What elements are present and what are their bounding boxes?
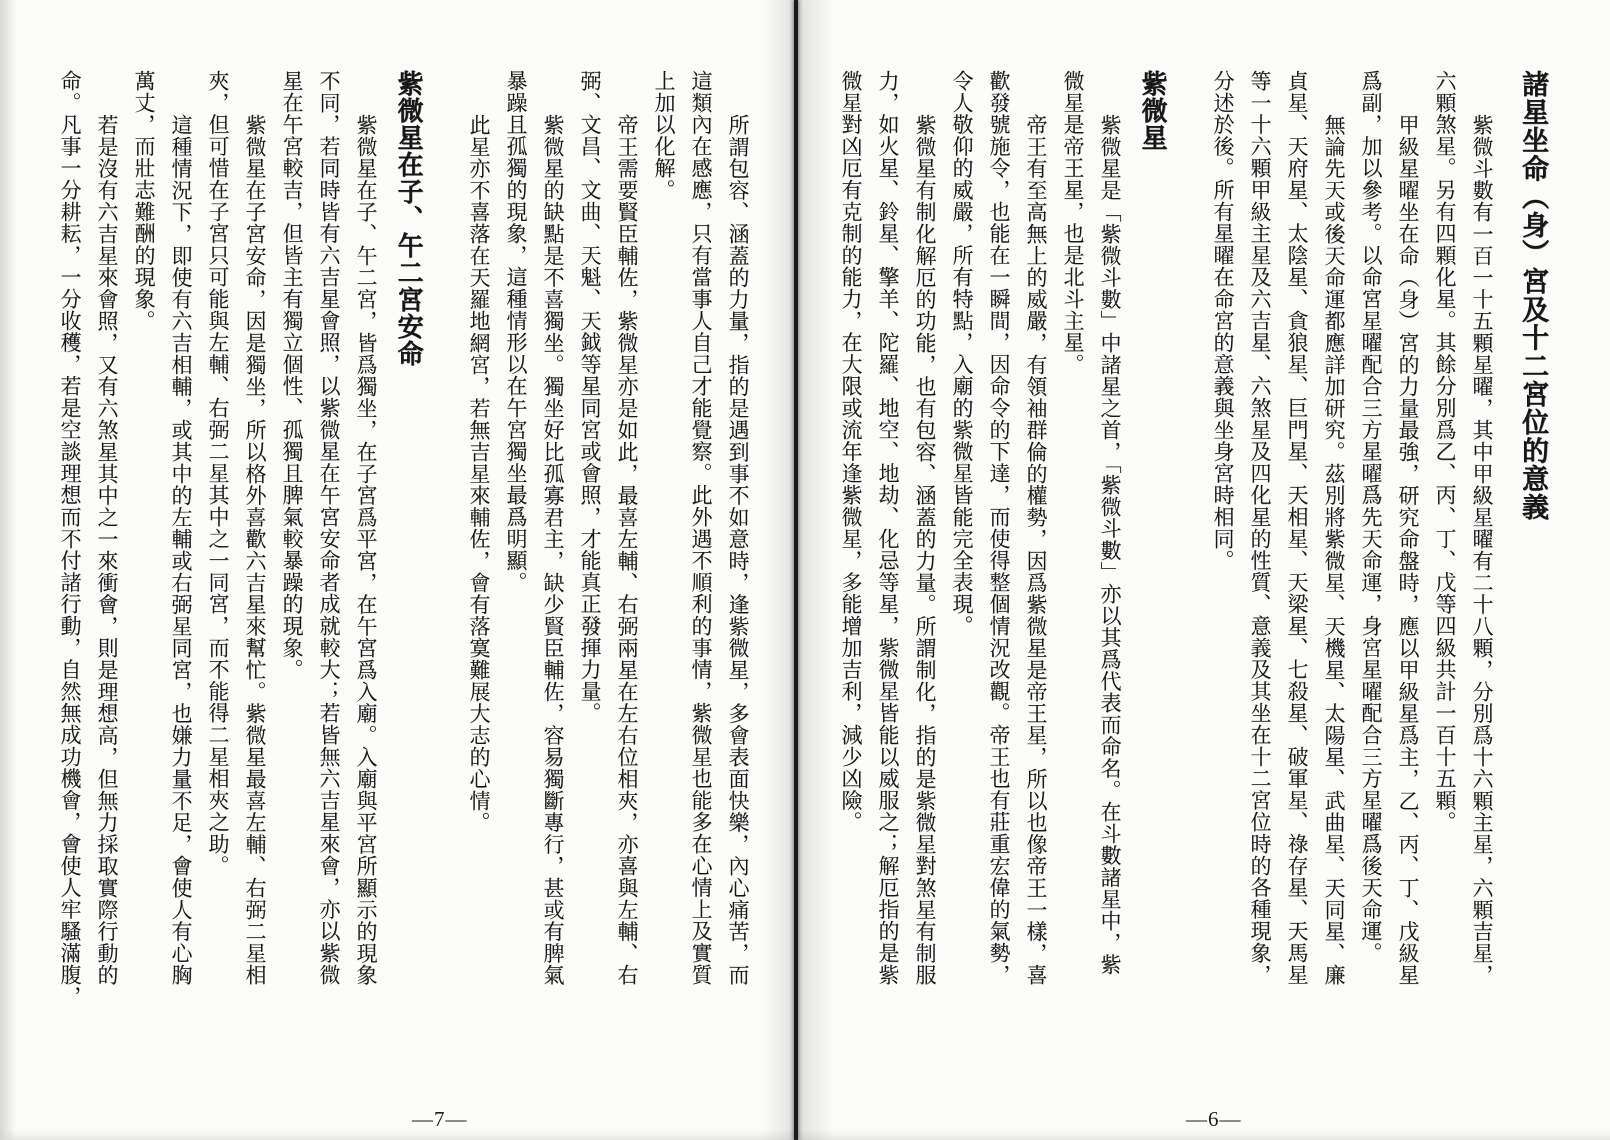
page-left-text <box>51 70 756 1090</box>
section-title: 紫微星在子、午二宮安命 <box>394 70 423 367</box>
text-column: 弼、文昌、文曲、天魁、天鉞等星同宮或會照，才能真正發揮力量。 <box>578 70 602 724</box>
text-column: 若是沒有六吉星來會照，又有六煞星其中之一來衝會，則是理想高，但無力採取實際行動的 <box>95 114 119 987</box>
text-column: 萬丈，而壯志難酬的現象。 <box>132 70 156 332</box>
text-column: 六顆煞星。另有四顆化星。其餘分別爲乙、丙、丁、戊等四級共計一百十五顆。 <box>1433 70 1457 833</box>
text-column: 上加以化解。 <box>652 70 676 201</box>
text-column: 帝王需要賢臣輔佐，紫微星亦是如此，最喜左輔、右弼兩星在左右位相夾，亦喜與左輔、右 <box>615 114 639 987</box>
page-number: —7— <box>412 1107 468 1131</box>
text-column: 帝王有至高無上的威嚴，有領袖群倫的權勢，因爲紫微星是帝王星，所以也像帝王一樣，喜 <box>1024 114 1048 987</box>
text-column: 紫微星在子宮安命，因是獨坐，所以格外喜歡六吉星來幫忙。紫微星最喜左輔、右弼二星相 <box>243 114 267 987</box>
text-column: 甲級星曜坐在命（身）宮的力量最強，研究命盤時，應以甲級星爲主，乙、丙、丁、戊級星 <box>1396 114 1420 987</box>
text-column: 命。凡事一分耕耘，一分收穫，若是空談理想而不付諸行動，自然無成功機會，會使人牢騷滿腹， <box>58 70 82 1008</box>
page-left <box>0 0 792 1140</box>
text-column: 爲副，加以參考。以命宮星曜配合三方星曜爲先天命運，身宮星曜配合三方星曜爲後天命運。 <box>1359 70 1383 964</box>
text-column: 力，如火星、鈴星、擎羊、陀羅、地空、地劫、化忌等星，紫微星皆能以威服之；解厄指的是紫 <box>876 70 900 986</box>
text-column: 紫微星是「紫微斗數」中諸星之首，「紫微斗數」亦以其爲代表而命名。在斗數諸星中，紫 <box>1098 114 1122 976</box>
text-column: 貞星、天府星、太陰星、貪狼星、巨門星、天相星、天梁星、七殺星、破軍星、祿存星、天馬星 <box>1285 70 1309 986</box>
page-number: —6— <box>1186 1107 1242 1131</box>
text-column: 紫微斗數有一百一十五顆星曜，其中甲級星曜有二十八顆，分別爲十六顆主星，六顆吉星， <box>1470 114 1494 987</box>
text-column: 暴躁且孤獨的現象，這種情形以在午宮獨坐最爲明顯。 <box>504 70 528 594</box>
text-column: 歡發號施令，也能在一瞬間，因命令的下達，而使得整個情況改觀。帝王也有莊重宏偉的氣勢， <box>987 70 1011 986</box>
text-column: 星在午宮較吉，但皆主有獨立個性、孤獨且脾氣較暴躁的現象。 <box>280 70 304 681</box>
text-column: 紫微星在子、午二宮，皆爲獨坐，在子宮爲平宮，在午宮爲入廟。入廟與平宮所顯示的現象 <box>354 114 378 987</box>
text-column: 此星亦不喜落在天羅地網宮，若無吉星來輔佐，會有落寞難展大志的心情。 <box>467 114 491 834</box>
section-title: 紫微星 <box>1138 70 1167 151</box>
text-column: 不同，若同時皆有六吉星會照，以紫微星在午宮安命者成就較大；若皆無六吉星來會，亦以紫微 <box>317 70 341 986</box>
text-column: 這種情況下，即使有六吉相輔，或其中的左輔或右弼星同宮，也嫌力量不足，會使人有心胸 <box>169 114 193 987</box>
text-column: 微星對凶厄有克制的能力，在大限或流年逢紫微星，多能增加吉利，減少凶險。 <box>839 70 863 833</box>
text-column: 等一十六顆甲級主星及六吉星、六煞星及四化星的性質、意義及其坐在十二宮位時的各種現象， <box>1248 70 1272 986</box>
chapter-title: 諸星坐命（身）宮及十二宮位的意義 <box>1518 70 1548 522</box>
text-column: 微星是帝王星，也是北斗主星。 <box>1061 70 1085 376</box>
text-column: 所謂包容、涵蓋的力量，指的是遇到事不如意時，逢紫微星，多會表面快樂，內心痛苦，而 <box>726 114 750 987</box>
page-right <box>798 0 1610 1140</box>
text-column: 無論先天或後天命運都應詳加研究。茲別將紫微星、天機星、太陽星、武曲星、天同星、廉 <box>1322 114 1346 987</box>
text-column: 令人敬仰的威嚴，所有特點，入廟的紫微星皆能完全表現。 <box>950 70 974 637</box>
text-column: 分述於後。所有星曜在命宮的意義與坐身宮時相同。 <box>1211 70 1235 572</box>
text-column: 紫微星有制化解厄的功能，也有包容、涵蓋的力量。所謂制化，指的是紫微星對煞星有制服 <box>913 114 937 987</box>
page-right-text <box>832 70 1566 1090</box>
text-column: 夾，但可惜在子宮只可能與左輔、右弼二星其中之一同宮，而不能得二星相夾之助。 <box>206 70 230 877</box>
text-column: 紫微星的缺點是不喜獨坐。獨坐好比孤寡君主，缺少賢臣輔佐，容易獨斷專行，甚或有脾氣 <box>541 114 565 987</box>
text-column: 這類內在感應，只有當事人自己才能覺察。此外遇不順利的事情，紫微星也能多在心情上及實質 <box>689 70 713 986</box>
